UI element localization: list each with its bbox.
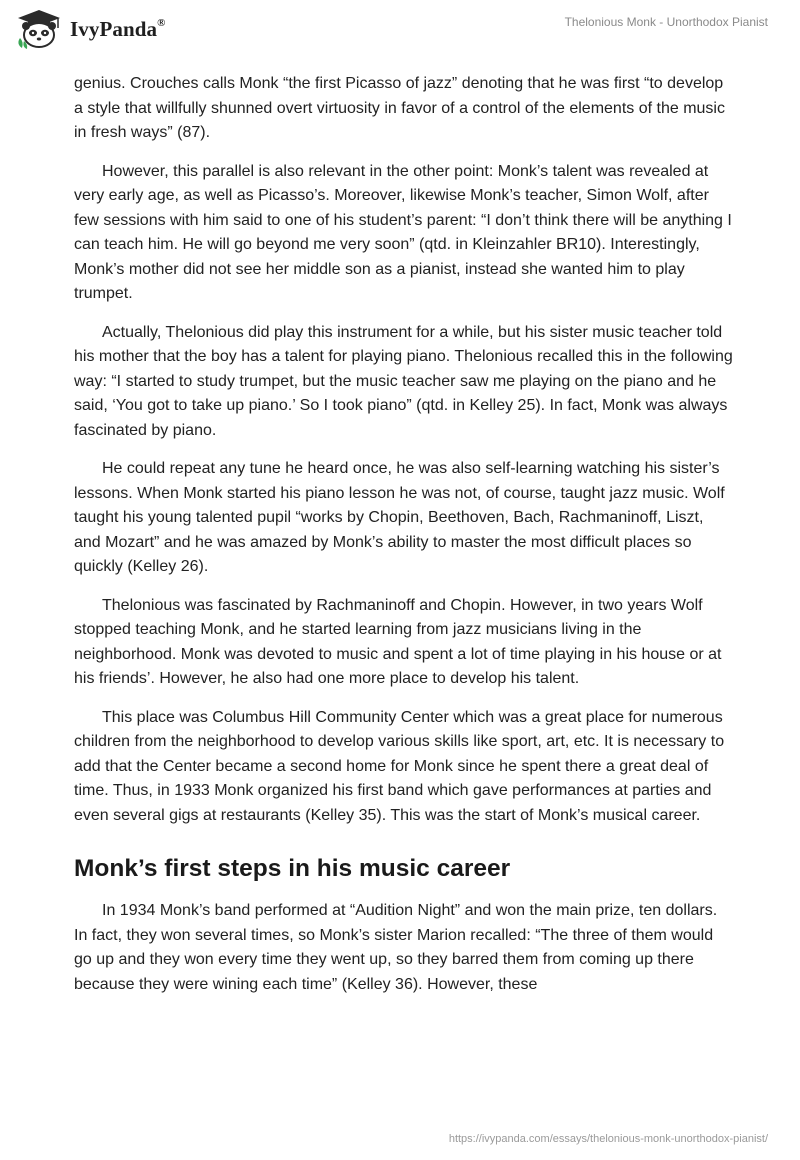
paragraph: In 1934 Monk’s band performed at “Audition Night” and won the main prize, ten dollars. In fact, they won several times, so Monk’s sister Marion recalled: “The three of them would go up and they won every time they went up, so they barred them from coming up there because they were wining each time” (Kelley 36). However, these xyxy=(74,902,718,993)
paragraph: Actually, Thelonious did play this instrument for a while, but his sister music teacher told his mother that the boy has a talent for playing piano. Thelonious recalled this in the following way: “I started to study trumpet, but the music teacher saw me playing on the piano and he said, ‘You got to take up piano.’ So I took piano” (qtd. in Kelley 25). In fact, Monk was always fascinated by piano. xyxy=(74,323,733,439)
paragraph: Thelonious was fascinated by Rachmaninoff and Chopin. However, in two years Wolf stopped teaching Monk, and he started learning from jazz musicians living in the neighborhood. Monk was devoted to music and spent a lot of time playing in his house or at his friends’. However, he also had one more place to develop his talent. xyxy=(74,596,722,687)
essay-body xyxy=(74,72,734,1011)
section-heading: Monk’s first steps in his music career xyxy=(74,855,511,882)
paragraph: He could repeat any tune he heard once, he was also self-learning watching his sister’s lessons. When Monk started his piano lesson he was not, of course, taught jazz music. Wolf taught his young talented pupil “works by Chopin, Beethoven, Bach, Rachmaninoff, Liszt, and Mozart” and he was amazed by Monk’s ability to master the most difficult places so quickly (Kelley 26). xyxy=(74,460,725,575)
panda-logo-icon xyxy=(14,8,64,50)
ivypanda-logo[interactable] xyxy=(14,8,166,50)
paragraph: This place was Columbus Hill Community Center which was a great place for numerous children from the neighborhood to develop various skills like sport, art, etc. It is necessary to add that the Center became a second home for Monk since he spent there a great deal of time. Thus, in 1933 Monk organized his first band which gave performances at parties and even several gigs at restaurants (Kelley 35). This was the start of Monk’s musical career. xyxy=(74,708,725,824)
paragraph: genius. Crouches calls Monk “the first Picasso of jazz” denoting that he was first “to develop a style that willfully shunned overt virtuosity in favor of a control of the elements of the music in fresh ways” (87). xyxy=(74,75,725,141)
page-header xyxy=(0,0,800,70)
source-url[interactable]: https://ivypanda.com/essays/thelonious-monk-unorthodox-pianist/ xyxy=(448,1133,768,1145)
registered-mark: ® xyxy=(157,16,166,29)
document-title: Thelonious Monk - Unorthodox Pianist xyxy=(564,15,768,29)
paragraph: However, this parallel is also relevant in the other point: Monk’s talent was revealed at very early age, as well as Picasso’s. Moreover, likewise Monk’s teacher, Simon Wolf, after few sessions with him said to one of his student’s parent: “I don’t think there will be anything I can teach him. He will go beyond me very soon” (qtd. in Kleinzahler BR10). Interestingly, Monk’s mother did not see her middle son as a pianist, instead she wanted him to play trumpet. xyxy=(74,162,732,302)
brand-name: IvyPanda® xyxy=(70,16,166,41)
